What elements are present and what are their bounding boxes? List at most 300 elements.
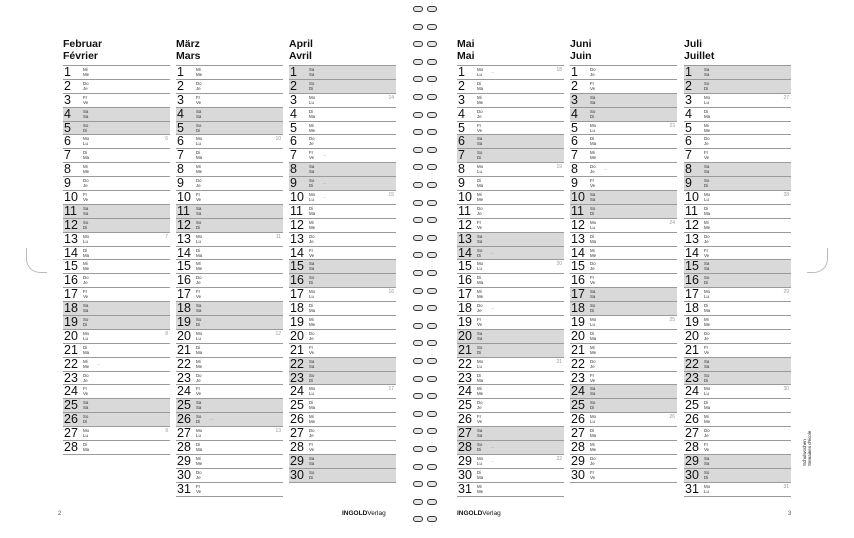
spiral-ring-right bbox=[427, 235, 437, 241]
day-row[interactable] bbox=[63, 93, 170, 107]
day-row[interactable] bbox=[570, 287, 677, 301]
day-row[interactable] bbox=[176, 121, 283, 135]
day-row[interactable] bbox=[570, 315, 677, 329]
day-row[interactable] bbox=[289, 176, 396, 190]
day-row[interactable] bbox=[684, 482, 791, 496]
day-row[interactable] bbox=[570, 93, 677, 107]
day-row[interactable] bbox=[457, 218, 564, 232]
day-row[interactable] bbox=[570, 468, 677, 482]
spiral-ring-right bbox=[427, 164, 437, 170]
day-row[interactable] bbox=[570, 343, 677, 357]
day-row[interactable] bbox=[176, 107, 283, 121]
day-row[interactable] bbox=[457, 65, 564, 79]
day-row[interactable] bbox=[63, 232, 170, 246]
day-row[interactable] bbox=[289, 259, 396, 273]
day-row[interactable] bbox=[176, 246, 283, 260]
day-row[interactable] bbox=[176, 412, 283, 426]
day-row[interactable] bbox=[570, 162, 677, 176]
day-row[interactable] bbox=[684, 232, 791, 246]
day-row[interactable] bbox=[63, 204, 170, 218]
day-row[interactable] bbox=[176, 162, 283, 176]
weekday-de: So bbox=[309, 275, 315, 281]
spiral-ring bbox=[412, 252, 438, 258]
weekday-label bbox=[704, 428, 710, 438]
day-row[interactable] bbox=[457, 329, 564, 343]
day-row[interactable] bbox=[570, 121, 677, 135]
day-row[interactable] bbox=[457, 468, 564, 482]
day-row[interactable] bbox=[176, 454, 283, 468]
day-row[interactable] bbox=[457, 232, 564, 246]
day-row[interactable] bbox=[176, 440, 283, 454]
day-row[interactable] bbox=[289, 287, 396, 301]
weekday-label bbox=[196, 178, 202, 188]
day-row[interactable] bbox=[63, 301, 170, 315]
day-row[interactable] bbox=[684, 162, 791, 176]
weekday-fr: Lu bbox=[477, 72, 482, 77]
day-row[interactable] bbox=[176, 134, 283, 148]
day-row[interactable] bbox=[63, 287, 170, 301]
weekday-de: Mo bbox=[83, 233, 90, 239]
day-row[interactable] bbox=[63, 121, 170, 135]
weekday-de: Sa bbox=[83, 303, 89, 309]
day-row[interactable] bbox=[63, 246, 170, 260]
day-row[interactable] bbox=[457, 79, 564, 93]
day-row[interactable] bbox=[684, 468, 791, 482]
day-row[interactable] bbox=[289, 93, 396, 107]
day-row[interactable] bbox=[289, 121, 396, 135]
day-row[interactable] bbox=[63, 190, 170, 204]
day-row[interactable] bbox=[63, 162, 170, 176]
spiral-ring bbox=[412, 499, 438, 505]
day-row[interactable] bbox=[176, 148, 283, 162]
day-row[interactable] bbox=[176, 329, 283, 343]
day-row[interactable] bbox=[289, 79, 396, 93]
weekday-fr: Me bbox=[196, 363, 203, 369]
day-row[interactable] bbox=[63, 176, 170, 190]
weekday-label bbox=[83, 136, 89, 146]
weekday-fr: Lu bbox=[477, 266, 482, 272]
day-row[interactable] bbox=[684, 343, 791, 357]
day-row[interactable] bbox=[176, 371, 283, 385]
day-row[interactable] bbox=[684, 315, 791, 329]
day-row[interactable] bbox=[684, 107, 791, 121]
day-row[interactable] bbox=[176, 93, 283, 107]
day-row[interactable] bbox=[289, 454, 396, 468]
weekday-de: Sa bbox=[477, 428, 483, 434]
day-row[interactable] bbox=[63, 148, 170, 162]
weekday-label bbox=[704, 67, 709, 77]
day-row[interactable] bbox=[289, 315, 396, 329]
weekday-de: Mo bbox=[309, 386, 316, 392]
weekday-de: Fr bbox=[477, 414, 482, 420]
day-row[interactable] bbox=[176, 468, 283, 482]
day-row[interactable] bbox=[684, 246, 791, 260]
month-name-de: Juni bbox=[570, 38, 592, 50]
day-row[interactable] bbox=[570, 301, 677, 315]
weekday-de: So bbox=[477, 247, 483, 253]
day-row[interactable] bbox=[457, 162, 564, 176]
day-row[interactable] bbox=[457, 204, 564, 218]
day-row[interactable] bbox=[570, 65, 677, 79]
weekday-fr: Je bbox=[83, 280, 88, 286]
day-row[interactable] bbox=[684, 204, 791, 218]
day-row[interactable] bbox=[289, 468, 396, 482]
day-number: 15 bbox=[177, 259, 191, 274]
day-row[interactable] bbox=[176, 301, 283, 315]
weekday-fr: Lu bbox=[704, 294, 709, 300]
day-row[interactable] bbox=[684, 287, 791, 301]
weekday-label bbox=[83, 303, 88, 313]
spiral-ring-right bbox=[427, 129, 437, 135]
day-row[interactable] bbox=[63, 412, 170, 426]
day-row[interactable] bbox=[684, 384, 791, 398]
weekday-label bbox=[83, 150, 89, 160]
weekday-fr: Lu bbox=[590, 322, 595, 328]
day-row[interactable] bbox=[684, 218, 791, 232]
weekday-de: Mo bbox=[309, 94, 316, 100]
day-row[interactable] bbox=[684, 371, 791, 385]
day-row[interactable] bbox=[63, 134, 170, 148]
day-number: 24 bbox=[685, 384, 699, 399]
day-row[interactable] bbox=[176, 204, 283, 218]
day-row[interactable] bbox=[176, 398, 283, 412]
weekday-de: Fr bbox=[477, 317, 482, 323]
day-row[interactable] bbox=[570, 357, 677, 371]
day-number: 9 bbox=[571, 176, 578, 191]
day-row[interactable] bbox=[176, 79, 283, 93]
day-row[interactable] bbox=[176, 384, 283, 398]
day-row[interactable] bbox=[570, 426, 677, 440]
weekday-de: Do bbox=[83, 275, 89, 281]
day-row[interactable] bbox=[684, 454, 791, 468]
day-number: 1 bbox=[290, 65, 297, 79]
weekday-label bbox=[477, 234, 482, 244]
day-number: 18 bbox=[685, 301, 699, 316]
day-note: ... bbox=[323, 181, 327, 186]
day-row[interactable] bbox=[289, 343, 396, 357]
day-row[interactable] bbox=[684, 79, 791, 93]
day-row[interactable] bbox=[63, 426, 170, 440]
day-number: 3 bbox=[458, 92, 465, 107]
day-row[interactable] bbox=[289, 204, 396, 218]
day-row[interactable] bbox=[457, 357, 564, 371]
weekday-label bbox=[477, 150, 482, 160]
spiral-ring bbox=[412, 428, 438, 434]
day-row[interactable] bbox=[457, 301, 564, 315]
day-number: 30 bbox=[571, 467, 585, 482]
day-row[interactable] bbox=[176, 343, 283, 357]
day-row[interactable] bbox=[570, 246, 677, 260]
right-publisher-logo bbox=[457, 510, 501, 517]
weekday-de: Mo bbox=[83, 428, 90, 434]
day-row[interactable] bbox=[63, 259, 170, 273]
day-row[interactable] bbox=[176, 232, 283, 246]
day-row[interactable] bbox=[63, 398, 170, 412]
day-row[interactable] bbox=[63, 315, 170, 329]
weekday-de: Mo bbox=[704, 386, 711, 392]
day-row[interactable] bbox=[457, 343, 564, 357]
weekday-de: Do bbox=[590, 358, 596, 364]
weekday-de: Do bbox=[477, 303, 483, 309]
day-row[interactable] bbox=[570, 218, 677, 232]
day-row[interactable] bbox=[176, 259, 283, 273]
weekday-label bbox=[196, 136, 202, 146]
spiral-ring bbox=[412, 24, 438, 30]
weekday-fr: Me bbox=[704, 419, 711, 425]
day-number: 16 bbox=[685, 273, 699, 288]
day-row[interactable] bbox=[570, 329, 677, 343]
day-row[interactable] bbox=[570, 412, 677, 426]
day-row[interactable] bbox=[684, 329, 791, 343]
day-row[interactable] bbox=[457, 273, 564, 287]
weekday-fr: Me bbox=[590, 447, 597, 453]
weekday-label bbox=[309, 136, 315, 146]
day-row[interactable] bbox=[570, 273, 677, 287]
weekday-label bbox=[196, 400, 201, 410]
weekday-de: Mo bbox=[196, 233, 203, 239]
weekday-label bbox=[477, 95, 483, 105]
day-row[interactable] bbox=[457, 398, 564, 412]
weekday-label bbox=[704, 178, 709, 188]
weekday-label bbox=[309, 442, 314, 452]
day-row[interactable] bbox=[570, 259, 677, 273]
week-number: 28 bbox=[783, 192, 789, 199]
day-row[interactable] bbox=[63, 65, 170, 79]
weekday-label bbox=[704, 220, 710, 230]
day-row[interactable] bbox=[63, 218, 170, 232]
day-row[interactable] bbox=[176, 315, 283, 329]
spiral-ring bbox=[412, 76, 438, 82]
day-row[interactable] bbox=[289, 162, 396, 176]
day-row[interactable] bbox=[289, 134, 396, 148]
day-row[interactable] bbox=[570, 232, 677, 246]
weekday-fr: Di bbox=[196, 322, 201, 328]
day-row[interactable] bbox=[63, 273, 170, 287]
day-row[interactable] bbox=[570, 176, 677, 190]
day-row[interactable] bbox=[457, 176, 564, 190]
day-row[interactable] bbox=[63, 343, 170, 357]
day-row[interactable] bbox=[684, 398, 791, 412]
day-row[interactable] bbox=[684, 412, 791, 426]
day-row[interactable] bbox=[684, 65, 791, 79]
weekday-de: So bbox=[704, 469, 710, 475]
weekday-label bbox=[83, 386, 88, 396]
day-row[interactable] bbox=[570, 190, 677, 204]
weekday-fr: Lu bbox=[590, 224, 595, 230]
spiral-binding bbox=[412, 6, 438, 538]
day-row[interactable] bbox=[684, 190, 791, 204]
weekday-fr: Di bbox=[477, 252, 482, 258]
day-row[interactable] bbox=[570, 79, 677, 93]
weekday-label bbox=[83, 359, 89, 369]
day-row[interactable] bbox=[289, 301, 396, 315]
spiral-ring-left bbox=[413, 217, 423, 223]
day-row[interactable] bbox=[289, 426, 396, 440]
weekday-label bbox=[477, 289, 483, 299]
day-row[interactable] bbox=[684, 148, 791, 162]
weekday-de: Mi bbox=[309, 317, 314, 323]
day-number: 28 bbox=[685, 440, 699, 455]
weekday-fr: Ve bbox=[704, 349, 710, 355]
day-row[interactable] bbox=[684, 134, 791, 148]
day-row[interactable] bbox=[289, 190, 396, 204]
day-row[interactable] bbox=[684, 121, 791, 135]
day-row[interactable] bbox=[176, 426, 283, 440]
weekday-fr: Me bbox=[704, 127, 711, 133]
weekday-label bbox=[477, 248, 482, 258]
day-row[interactable] bbox=[457, 287, 564, 301]
day-row[interactable] bbox=[684, 93, 791, 107]
day-row[interactable] bbox=[176, 482, 283, 496]
day-row[interactable] bbox=[457, 93, 564, 107]
weekday-label bbox=[477, 470, 483, 480]
weekday-fr: Je bbox=[477, 308, 482, 314]
weekday-fr: Me bbox=[83, 266, 90, 272]
weekday-de: Mi bbox=[477, 386, 482, 392]
day-row[interactable] bbox=[63, 79, 170, 93]
day-row[interactable] bbox=[289, 440, 396, 454]
day-row[interactable] bbox=[570, 398, 677, 412]
weekday-de: Mi bbox=[590, 247, 595, 253]
spiral-ring-left bbox=[413, 358, 423, 364]
day-number: 1 bbox=[458, 65, 465, 79]
weekday-fr: Ma bbox=[196, 447, 203, 453]
day-row[interactable] bbox=[457, 190, 564, 204]
day-row[interactable] bbox=[176, 65, 283, 79]
day-number: 5 bbox=[458, 120, 465, 135]
weekday-de: Do bbox=[590, 67, 596, 72]
day-row[interactable] bbox=[684, 301, 791, 315]
day-number: 4 bbox=[571, 106, 578, 121]
day-number: 22 bbox=[64, 356, 78, 371]
weekday-fr: Ma bbox=[704, 308, 711, 314]
weekday-fr: Ve bbox=[196, 294, 202, 300]
day-row[interactable] bbox=[63, 107, 170, 121]
spiral-ring-left bbox=[413, 305, 423, 311]
day-row[interactable] bbox=[570, 384, 677, 398]
day-row[interactable] bbox=[570, 134, 677, 148]
day-row[interactable] bbox=[457, 426, 564, 440]
day-row[interactable] bbox=[289, 329, 396, 343]
day-row[interactable] bbox=[457, 148, 564, 162]
day-row[interactable] bbox=[63, 371, 170, 385]
day-row[interactable] bbox=[289, 357, 396, 371]
weekday-de: Mo bbox=[196, 330, 203, 336]
weekday-de: Sa bbox=[704, 67, 710, 72]
day-row[interactable] bbox=[289, 371, 396, 385]
day-number: 4 bbox=[458, 106, 465, 121]
day-row[interactable] bbox=[289, 412, 396, 426]
day-row[interactable] bbox=[176, 176, 283, 190]
day-number: 12 bbox=[458, 217, 472, 232]
day-row[interactable] bbox=[176, 287, 283, 301]
day-row[interactable] bbox=[63, 329, 170, 343]
day-row[interactable] bbox=[176, 190, 283, 204]
day-row[interactable] bbox=[63, 384, 170, 398]
day-row[interactable] bbox=[570, 440, 677, 454]
day-row[interactable] bbox=[289, 273, 396, 287]
day-row[interactable] bbox=[457, 246, 564, 260]
spiral-ring-right bbox=[427, 24, 437, 30]
day-row[interactable] bbox=[570, 204, 677, 218]
day-row[interactable] bbox=[289, 398, 396, 412]
day-number: 15 bbox=[571, 259, 585, 274]
weekday-label bbox=[83, 261, 89, 271]
day-row[interactable] bbox=[457, 121, 564, 135]
day-row[interactable] bbox=[570, 454, 677, 468]
month-name-fr: Juin bbox=[570, 50, 592, 62]
spiral-ring bbox=[412, 270, 438, 276]
weekday-label bbox=[477, 206, 483, 216]
spiral-ring-right bbox=[427, 393, 437, 399]
spiral-ring-right bbox=[427, 376, 437, 382]
day-row[interactable] bbox=[457, 454, 564, 468]
day-row[interactable] bbox=[176, 218, 283, 232]
weekday-de: Do bbox=[309, 428, 315, 434]
weekday-label bbox=[704, 81, 709, 91]
day-number: 27 bbox=[177, 426, 191, 441]
day-row[interactable] bbox=[684, 259, 791, 273]
weekday-fr: Lu bbox=[477, 363, 482, 369]
spiral-ring-right bbox=[427, 305, 437, 311]
day-row[interactable] bbox=[570, 148, 677, 162]
day-row[interactable] bbox=[289, 232, 396, 246]
day-row[interactable] bbox=[63, 357, 170, 371]
weekday-fr: Di bbox=[309, 474, 314, 480]
day-row[interactable] bbox=[570, 107, 677, 121]
day-row[interactable] bbox=[684, 426, 791, 440]
day-row[interactable] bbox=[457, 384, 564, 398]
spiral-ring bbox=[412, 516, 438, 522]
day-row[interactable] bbox=[457, 412, 564, 426]
day-row[interactable] bbox=[457, 315, 564, 329]
weekday-fr: Di bbox=[704, 85, 709, 91]
day-number: 16 bbox=[290, 273, 304, 288]
weekday-label bbox=[309, 95, 315, 105]
day-row[interactable] bbox=[176, 273, 283, 287]
weekday-label bbox=[196, 123, 201, 133]
weekday-fr: Je bbox=[83, 377, 88, 383]
day-number: 18 bbox=[64, 301, 78, 316]
day-note: ... bbox=[210, 417, 214, 422]
day-row[interactable] bbox=[457, 440, 564, 454]
day-row[interactable] bbox=[289, 107, 396, 121]
day-row[interactable] bbox=[684, 440, 791, 454]
day-row[interactable] bbox=[289, 384, 396, 398]
weekday-de: Sa bbox=[590, 289, 596, 295]
day-row[interactable] bbox=[457, 371, 564, 385]
day-row[interactable] bbox=[176, 357, 283, 371]
day-row[interactable] bbox=[289, 148, 396, 162]
day-row[interactable] bbox=[570, 371, 677, 385]
day-row[interactable] bbox=[457, 134, 564, 148]
day-row[interactable] bbox=[457, 107, 564, 121]
weekday-de: So bbox=[704, 178, 710, 184]
day-row[interactable] bbox=[457, 259, 564, 273]
day-row[interactable] bbox=[684, 357, 791, 371]
weekday-fr: Di bbox=[704, 377, 709, 383]
day-row[interactable] bbox=[289, 246, 396, 260]
week-number: 6 bbox=[165, 136, 168, 143]
day-row[interactable] bbox=[684, 273, 791, 287]
day-row[interactable] bbox=[289, 218, 396, 232]
day-row[interactable] bbox=[457, 482, 564, 496]
weekday-fr: Di bbox=[704, 474, 709, 480]
spiral-ring-right bbox=[427, 411, 437, 417]
day-row[interactable] bbox=[63, 440, 170, 454]
day-row[interactable] bbox=[684, 176, 791, 190]
day-row[interactable] bbox=[289, 65, 396, 79]
